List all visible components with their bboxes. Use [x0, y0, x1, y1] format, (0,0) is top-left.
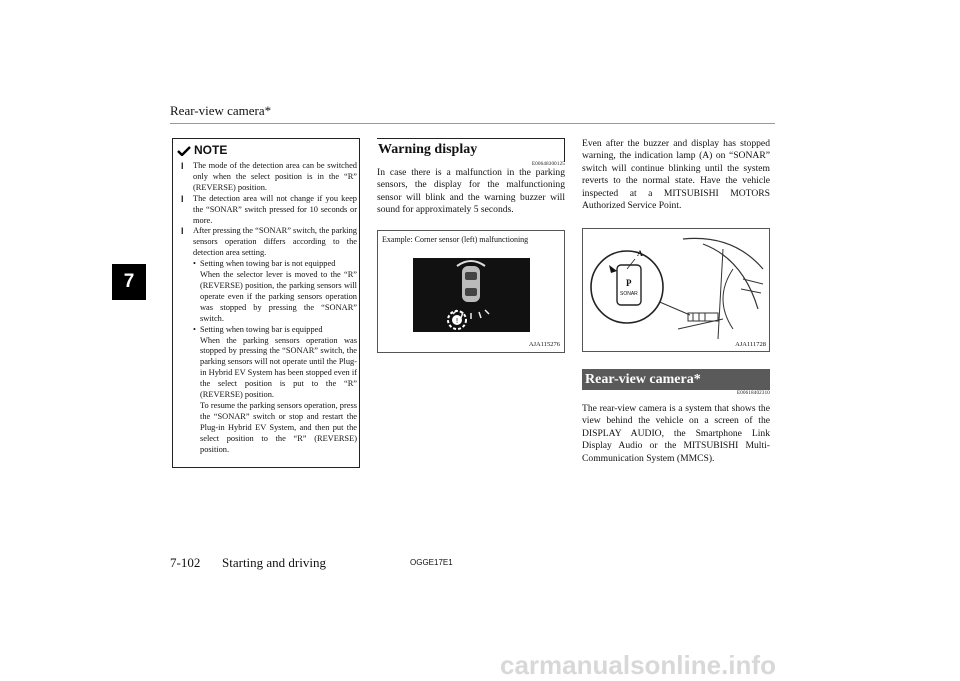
section-name: Starting and driving [222, 555, 326, 570]
note-subitem-text: When the selector lever is moved to the “R” (REVERSE) position, the parking sensors will operate even if the parking sensors operation was stopped by pressing the “SONAR” switch. [200, 270, 357, 323]
note-subitem-text: When the parking sensors operation was stopped by pressing the “SONAR” switch, the parking sensors will not operate until the Plug-in Hybrid EV System has been stopped even if the select position is put to the “R” (REVERSE) position. [200, 335, 358, 400]
note-hand-icon [177, 145, 191, 156]
rear-camera-code: E00618402310 [737, 391, 770, 396]
warning-section [377, 138, 565, 217]
page-number: 7-102 [170, 555, 201, 570]
note-box [172, 138, 360, 468]
figure-id: AJA115276 [528, 341, 560, 348]
svg-text:!: ! [455, 317, 459, 325]
page-header-title: Rear-view camera* [170, 103, 272, 118]
note-subitem-title: • Setting when towing bar is equipped [181, 325, 357, 336]
header-divider [170, 123, 775, 124]
sonar-switch-figure [582, 228, 770, 352]
doc-code: OGGE17E1 [410, 558, 453, 567]
sonar-label: SONAR [620, 291, 638, 297]
warning-title: Warning display [377, 138, 565, 162]
rear-camera-body: The rear-view camera is a system that shows the view behind the vehicle on a screen of the DISPLAY AUDIO, the Smartphone Link Display Audio or the MITSUBISHI Multi-Communication System (MMCS). [582, 403, 770, 464]
malfunction-icon [448, 311, 466, 329]
callout-a: A [637, 249, 643, 258]
car-sensor-icon [413, 258, 530, 332]
watermark: carmanualsonline.info [500, 650, 776, 680]
sensor-display [413, 258, 530, 332]
note-label: NOTE [194, 143, 228, 157]
note-item: l After pressing the “SONAR” switch, the parking sensors operation differs according to the detection area setting. [181, 226, 357, 259]
chapter-tab: 7 [112, 264, 146, 300]
figure-caption: Example: Corner sensor (left) malfunctioning [382, 235, 529, 244]
warning-code: E00648300125 [532, 162, 565, 167]
indication-lamp-text [582, 138, 770, 212]
note-item: l The mode of the detection area can be switched only when the select position is in the “R” (REVERSE) position. [181, 161, 357, 194]
rear-camera-title: Rear-view camera* [582, 369, 770, 390]
warning-figure [377, 230, 565, 353]
warning-body: In case there is a malfunction in the parking sensors, the display for the malfunctioning sensor will blink and the warning buzzer will sound for approximately 5 seconds. [377, 167, 565, 216]
col3-body: Even after the buzzer and display has stopped warning, the indication lamp (A) on “SONAR” switch will continue blinking until the system reverts to the normal state. Have the vehicle inspected at a MITSUBISHI MOTORS Authorized Service Point. [582, 138, 770, 212]
note-subitem-title: • Setting when towing bar is not equipped [181, 259, 357, 270]
note-header [177, 143, 227, 157]
note-body [181, 161, 357, 455]
dashboard-illustration [583, 229, 769, 351]
note-subitem-text: To resume the parking sensors operation, press the “SONAR” switch or stop and restart the Plug-in Hybrid EV System, and then put the select position to the “R” (REVERSE) position. [200, 400, 357, 454]
parking-p-icon: P [626, 278, 632, 288]
figure-id: AJA111728 [735, 341, 766, 348]
note-item: l The detection area will not change if you keep the “SONAR” switch pressed for 10 seconds or more. [181, 194, 357, 227]
